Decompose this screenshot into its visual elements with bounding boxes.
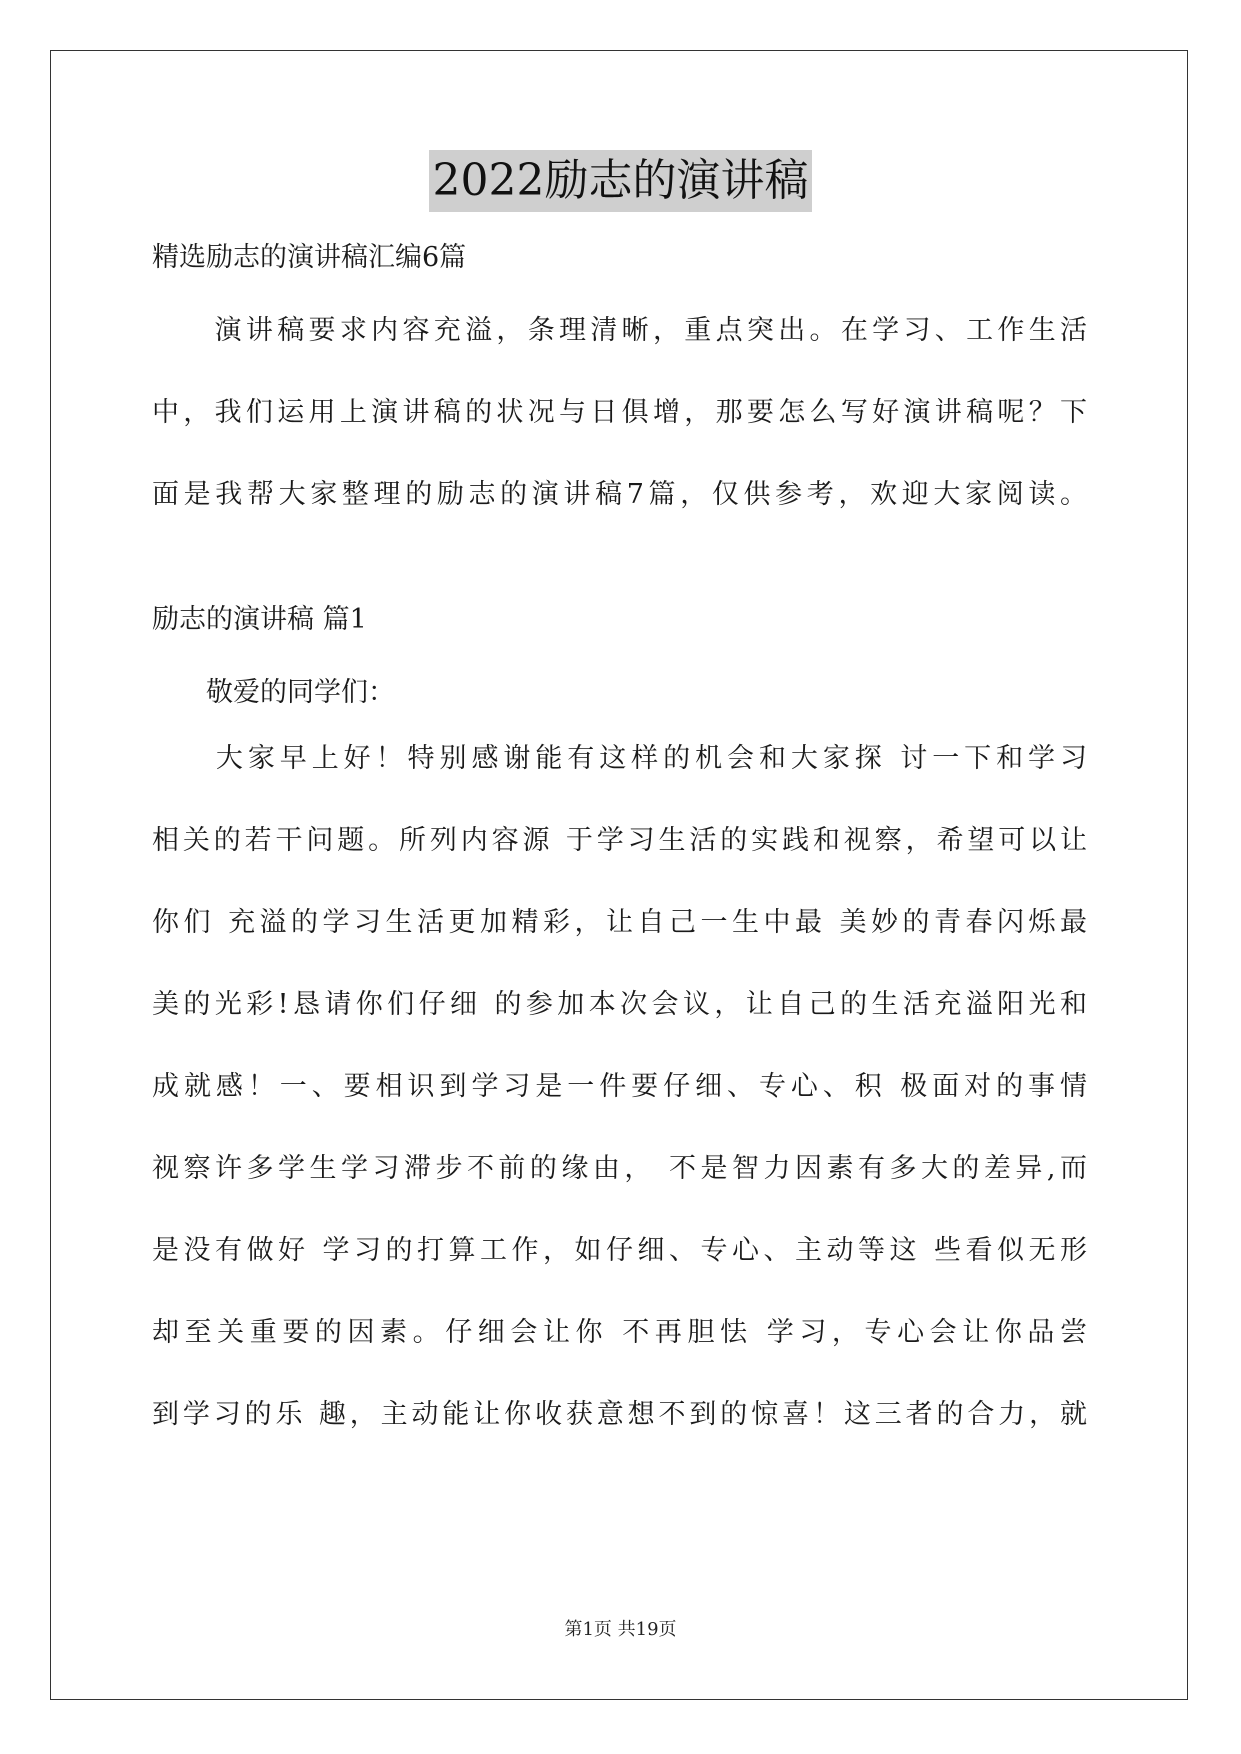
text-line: 美的光彩!恳请你们仔细 的参加本次会议，让自己的生活充溢阳光和 [152, 989, 1087, 1020]
text-line: 相关的若干问题。所列内容源 于学习生活的实践和视察，希望可以让 [152, 825, 1087, 856]
title-container [0, 150, 1241, 212]
text-line: 演讲稿要求内容充溢，条理清晰，重点突出。在学习、工作生活 [152, 315, 1087, 346]
document-title: 2022励志的演讲稿 [429, 150, 813, 212]
intro-paragraph [152, 290, 1087, 536]
text-line: 成就感！一、要相识到学习是一件要仔细、专心、积 极面对的事情 [152, 1071, 1087, 1102]
page-footer: 第1页 共19页 [564, 1619, 677, 1640]
text-line: 中，我们运用上演讲稿的状况与日俱增，那要怎么写好演讲稿呢？下 [152, 397, 1087, 428]
text-line: 却至关重要的因素。仔细会让你 不再胆怯 学习，专心会让你品尝 [152, 1317, 1087, 1348]
text-line: 到学习的乐 趣，主动能让你收获意想不到的惊喜！这三者的合力，就 [152, 1399, 1087, 1430]
text-line: 是没有做好 学习的打算工作，如仔细、专心、主动等这 些看似无形 [152, 1235, 1087, 1266]
section-heading: 励志的演讲稿 篇1 [152, 604, 367, 635]
text-line: 面是我帮大家整理的励志的演讲稿7篇，仅供参考，欢迎大家阅读。 [152, 479, 1087, 510]
text-line: 视察许多学生学习滞步不前的缘由， 不是智力因素有多大的差异,而 [152, 1153, 1087, 1184]
text-line: 你们 充溢的学习生活更加精彩，让自己一生中最 美妙的青春闪烁最 [152, 907, 1087, 938]
text-line: 大家早上好！特别感谢能有这样的机会和大家探 讨一下和学习 [152, 743, 1087, 774]
document-subtitle: 精选励志的演讲稿汇编6篇 [152, 242, 467, 273]
salutation: 敬爱的同学们： [152, 677, 395, 708]
body-paragraph [152, 718, 1087, 1456]
